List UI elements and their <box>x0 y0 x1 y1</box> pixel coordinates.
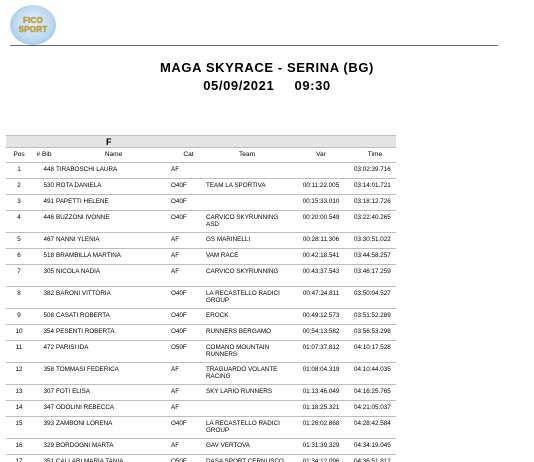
cell-bib: 508 <box>32 308 56 324</box>
cell-name: CASATI ROBERTA <box>56 308 171 324</box>
cell-var: 00:42:18.541 <box>288 248 354 264</box>
cell-bib: 446 <box>32 210 56 232</box>
cell-cat: AF <box>171 362 206 384</box>
cell-team: GS MARINELLI <box>206 232 288 248</box>
fico-sport-logo <box>10 5 56 45</box>
cell-time: 04:10:44.035 <box>354 362 396 384</box>
cell-var: 00:28:11.306 <box>288 232 354 248</box>
cell-team: CARVICO SKYRUNNING <box>206 264 288 286</box>
cell-var: 01:26:02.868 <box>288 416 354 438</box>
cell-name: PESENTI ROBERTA <box>56 324 171 340</box>
category-label: F <box>106 137 112 147</box>
cell-var: 00:11:22.005 <box>288 178 354 194</box>
table-row <box>6 340 396 362</box>
cell-pos: 7 <box>6 264 32 286</box>
cell-cat: O50F <box>171 454 206 462</box>
cell-cat: AF <box>171 162 206 178</box>
cell-cat: O40F <box>171 286 206 308</box>
table-row <box>6 178 396 194</box>
cell-pos: 8 <box>6 286 32 308</box>
cell-time: 03:22:40.265 <box>354 210 396 232</box>
cell-team: RUNNERS BERGAMO <box>206 324 288 340</box>
table-row <box>6 286 396 308</box>
cell-pos: 1 <box>6 162 32 178</box>
col-header-bib: # Bib <box>32 148 56 162</box>
cell-var: 00:20:00.549 <box>288 210 354 232</box>
col-header-cat: Cat <box>171 148 206 162</box>
cell-team: SKY LARIO RUNNERS <box>206 384 288 400</box>
cell-name: BARONI VITTORIA <box>56 286 171 308</box>
cell-var: 00:43:37.543 <box>288 264 354 286</box>
event-date: 05/09/2021 <box>203 78 275 93</box>
cell-cat: AF <box>171 384 206 400</box>
page-title: MAGA SKYRACE - SERINA (BG) <box>160 60 374 75</box>
col-header-var: Var <box>288 148 354 162</box>
cell-team: DASA SPORT CERNUSCO <box>206 454 288 462</box>
cell-pos: 15 <box>6 416 32 438</box>
cell-name: CALLARI MARIA TANIA <box>56 454 171 462</box>
table-row <box>6 194 396 210</box>
cell-pos: 4 <box>6 210 32 232</box>
cell-cat: O50F <box>171 340 206 362</box>
cell-name: NICOLA NADIA <box>56 264 171 286</box>
cell-pos: 16 <box>6 438 32 454</box>
cell-cat: AF <box>171 400 206 416</box>
cell-pos: 17 <box>6 454 32 462</box>
cell-cat: O40F <box>171 416 206 438</box>
cell-time: 03:44:58.257 <box>354 248 396 264</box>
cell-team <box>206 162 288 178</box>
cell-bib: 467 <box>32 232 56 248</box>
cell-time: 04:28:42.584 <box>354 416 396 438</box>
cell-time: 03:51:52.289 <box>354 308 396 324</box>
table-header-row <box>6 148 396 162</box>
cell-pos: 5 <box>6 232 32 248</box>
cell-time: 03:30:51.022 <box>354 232 396 248</box>
table-row <box>6 438 396 454</box>
results-table-container <box>6 135 396 462</box>
table-row <box>6 324 396 340</box>
header-divider <box>10 45 498 46</box>
cell-pos: 10 <box>6 324 32 340</box>
cell-name: BRAMBILLA MARTINA <box>56 248 171 264</box>
logo-text-line2: SPORT <box>18 25 48 34</box>
cell-name: NANNI YLENIA <box>56 232 171 248</box>
cell-pos: 6 <box>6 248 32 264</box>
cell-name: PARISI IDA <box>56 340 171 362</box>
cell-name: FOTI ELISA <box>56 384 171 400</box>
col-header-name: Name <box>56 148 171 162</box>
cell-bib: 530 <box>32 178 56 194</box>
cell-bib: 351 <box>32 454 56 462</box>
cell-var: 00:47:24.811 <box>288 286 354 308</box>
cell-cat: AF <box>171 232 206 248</box>
cell-cat: AF <box>171 264 206 286</box>
cell-team: GAV VERTOVA <box>206 438 288 454</box>
cell-time: 03:56:53.298 <box>354 324 396 340</box>
cell-var: 01:34:12.096 <box>288 454 354 462</box>
cell-name: ODOLINI REBECCA <box>56 400 171 416</box>
category-header <box>6 135 396 148</box>
cell-var: 01:18:25.321 <box>288 400 354 416</box>
cell-pos: 9 <box>6 308 32 324</box>
table-row <box>6 362 396 384</box>
cell-time: 03:02:39.716 <box>354 162 396 178</box>
cell-bib: 347 <box>32 400 56 416</box>
cell-time: 04:10:17.528 <box>354 340 396 362</box>
cell-bib: 518 <box>32 248 56 264</box>
cell-pos: 13 <box>6 384 32 400</box>
cell-bib: 491 <box>32 194 56 210</box>
cell-cat: O40F <box>171 324 206 340</box>
table-row <box>6 264 396 286</box>
cell-bib: 329 <box>32 438 56 454</box>
cell-bib: 393 <box>32 416 56 438</box>
cell-bib: 472 <box>32 340 56 362</box>
cell-time: 03:50:04.527 <box>354 286 396 308</box>
cell-bib: 358 <box>32 362 56 384</box>
cell-cat: AF <box>171 248 206 264</box>
event-datetime <box>0 78 534 93</box>
cell-time: 04:34:19.045 <box>354 438 396 454</box>
cell-bib: 305 <box>32 264 56 286</box>
cell-team: VAM RACE <box>206 248 288 264</box>
cell-team <box>206 400 288 416</box>
cell-pos: 11 <box>6 340 32 362</box>
cell-cat: O40F <box>171 210 206 232</box>
cell-time: 03:14:01.721 <box>354 178 396 194</box>
cell-name: BORDOGNI MARTA <box>56 438 171 454</box>
cell-cat: AF <box>171 438 206 454</box>
cell-name: ROTA DANIELA <box>56 178 171 194</box>
cell-time: 04:21:05.037 <box>354 400 396 416</box>
cell-bib: 448 <box>32 162 56 178</box>
cell-team: LA RECASTELLO RADICI GROUP <box>206 416 288 438</box>
cell-var: 00:54:13.582 <box>288 324 354 340</box>
cell-bib: 354 <box>32 324 56 340</box>
cell-pos: 12 <box>6 362 32 384</box>
col-header-time: Time <box>354 148 396 162</box>
cell-time: 04:36:51.812 <box>354 454 396 462</box>
table-row <box>6 384 396 400</box>
cell-var: 00:15:33.010 <box>288 194 354 210</box>
cell-name: TIRABOSCHI LAURA <box>56 162 171 178</box>
table-row <box>6 416 396 438</box>
cell-team: EROCK <box>206 308 288 324</box>
logo-text-line1: FICO <box>23 16 43 25</box>
table-row <box>6 162 396 178</box>
cell-pos: 14 <box>6 400 32 416</box>
cell-pos: 2 <box>6 178 32 194</box>
table-row <box>6 232 396 248</box>
event-time: 09:30 <box>294 78 331 93</box>
cell-cat: O40F <box>171 308 206 324</box>
col-header-pos: Pos <box>6 148 32 162</box>
cell-team: CARVICO SKYRUNNING ASD <box>206 210 288 232</box>
cell-name: BUZZONI IVONNE <box>56 210 171 232</box>
table-row <box>6 248 396 264</box>
cell-cat: O40F <box>171 178 206 194</box>
cell-var: 01:08:04.319 <box>288 362 354 384</box>
cell-name: ZAMBONI LORENA <box>56 416 171 438</box>
cell-time: 03:46:17.259 <box>354 264 396 286</box>
table-row <box>6 308 396 324</box>
cell-team: TEAM LA SPORTIVA <box>206 178 288 194</box>
cell-team: COMANO MOUNTAIN RUNNERS <box>206 340 288 362</box>
cell-time: 04:16:25.765 <box>354 384 396 400</box>
table-row <box>6 454 396 462</box>
cell-name: TOMMASI FEDERICA <box>56 362 171 384</box>
cell-time: 03:18:12.726 <box>354 194 396 210</box>
cell-pos: 3 <box>6 194 32 210</box>
cell-cat: O40F <box>171 194 206 210</box>
cell-var <box>288 162 354 178</box>
table-row <box>6 210 396 232</box>
cell-var: 00:49:12.573 <box>288 308 354 324</box>
cell-team <box>206 194 288 210</box>
results-table <box>6 148 396 462</box>
cell-team: TRAGUARDO VOLANTE RACING <box>206 362 288 384</box>
cell-team: LA RECASTELLO RADICI GROUP <box>206 286 288 308</box>
cell-var: 01:07:37.812 <box>288 340 354 362</box>
cell-bib: 382 <box>32 286 56 308</box>
cell-var: 01:13:46.049 <box>288 384 354 400</box>
cell-var: 01:31:39.329 <box>288 438 354 454</box>
cell-name: PAPETTI HELENE <box>56 194 171 210</box>
col-header-team: Team <box>206 148 288 162</box>
cell-bib: 307 <box>32 384 56 400</box>
table-row <box>6 400 396 416</box>
